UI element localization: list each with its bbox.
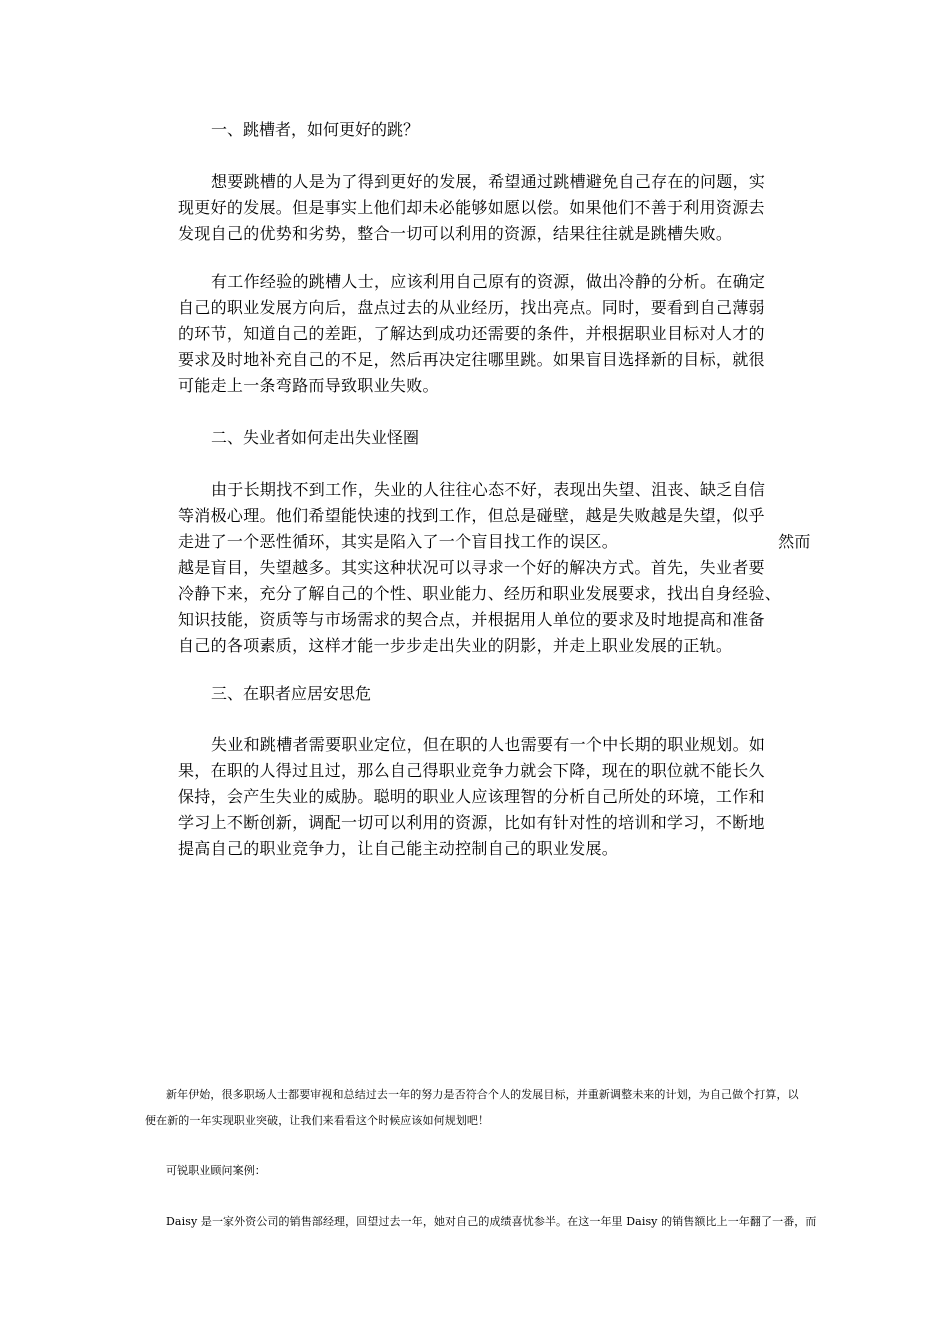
section2-heading: 二、失业者如何走出失业怪圈 bbox=[211, 428, 420, 447]
section2-line-1: 由于长期找不到工作，失业的人往往心态不好，表现出失望、沮丧、缺乏自信 bbox=[211, 480, 766, 499]
section3-paragraph: 失业和跳槽者需要职业定位，但在职的人也需要有一个中长期的职业规划。如果，在职的人得过且过，那么自己得职业竞争力就会下降，现在的职位就不能长久保持，会产生失业的威胁。聪明的职业人应该理智的分析自己所处的环境，工作和学习上不断创新，调配一切可以利用的资源，比如有针对性的培训和学习，不断地提高自己的职业竞争力，让自己能主动控制自己的职业发展。 bbox=[178, 735, 766, 858]
case-title: 可锐职业顾问案例： bbox=[166, 1164, 266, 1177]
section2-line-7: 自己的各项素质，这样才能一步步走出失业的阴影，并走上职业发展的正轨。 bbox=[178, 636, 733, 655]
section2-line-3-tail: 然而 bbox=[778, 532, 811, 551]
section2-line-5: 冷静下来，充分了解自己的个性、职业能力、经历和职业发展要求，找出自身经验、 bbox=[178, 584, 782, 603]
section1-paragraph-2: 有工作经验的跳槽人士，应该利用自己原有的资源，做出冷静的分析。在确定自己的职业发展方向后，盘点过去的从业经历，找出亮点。同时，要看到自己薄弱的环节，知道自己的差距，了解达到成功还需要的条件，并根据职业目标对人才的要求及时地补充自己的不足，然后再决定往哪里跳。如果盲目选择新的目标，就很可能走上一条弯路而导致职业失败。 bbox=[178, 272, 766, 395]
section2-line-6: 知识技能，资质等与市场需求的契合点，并根据用人单位的要求及时地提高和准备 bbox=[178, 610, 765, 629]
section2-paragraph bbox=[178, 477, 811, 659]
footer-line-2: 便在新的一年实现职业突破，让我们来看看这个时候应该如何规划吧！ bbox=[145, 1114, 490, 1127]
section1-paragraph-1: 想要跳槽的人是为了得到更好的发展，希望通过跳槽避免自己存在的问题，实现更好的发展。但是事实上他们却未必能够如愿以偿。如果他们不善于利用资源去发现自己的优势和劣势，整合一切可以利用的资源，结果往往就是跳槽失败。 bbox=[178, 172, 766, 243]
section2-line-3-text: 走进了一个恶性循环，其实是陷入了一个盲目找工作的误区。 bbox=[178, 532, 619, 551]
section2-line-4: 越是盲目，失望越多。其实这种状况可以寻求一个好的解决方式。首先，失业者要 bbox=[178, 558, 765, 577]
section2-line-2: 等消极心理。他们希望能快速的找到工作，但总是碰壁，越是失败越是失望，似乎 bbox=[178, 506, 765, 525]
section1-heading: 一、跳槽者，如何更好的跳？ bbox=[211, 120, 420, 139]
footer-line-1: 新年伊始，很多职场人士都要审视和总结过去一年的努力是否符合个人的发展目标，并重新调整未来的计划，为自己做个打算，以 bbox=[166, 1088, 799, 1101]
case-line: Daisy 是一家外资公司的销售部经理，回望过去一年，她对自己的成绩喜忧参半。在这一年里 Daisy 的销售额比上一年翻了一番，而 bbox=[166, 1215, 817, 1228]
section3-heading: 三、在职者应居安思危 bbox=[211, 684, 372, 703]
section2-line-3 bbox=[178, 529, 811, 555]
